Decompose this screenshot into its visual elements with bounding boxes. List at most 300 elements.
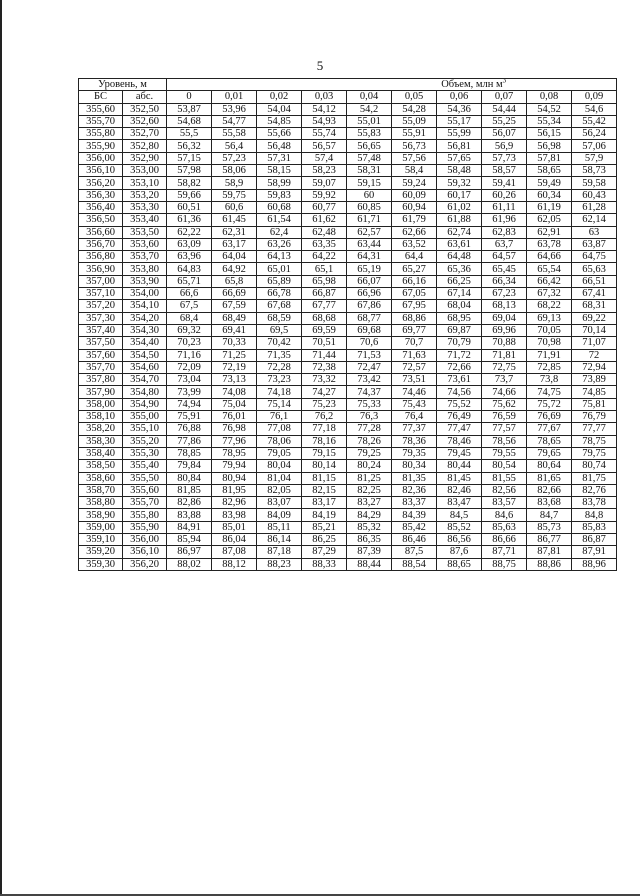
volume-cell: 87,5 xyxy=(392,546,437,558)
volume-cell: 60,85 xyxy=(347,201,392,213)
volume-cell: 79,25 xyxy=(347,447,392,459)
volume-cell: 71,63 xyxy=(392,349,437,361)
level-abs-cell: 355,20 xyxy=(123,435,167,447)
volume-cell: 83,78 xyxy=(572,497,617,509)
volume-cell: 69,13 xyxy=(527,312,572,324)
table-row xyxy=(79,165,617,177)
volume-cell: 54,28 xyxy=(392,103,437,115)
table-row xyxy=(79,484,617,496)
volume-cell: 72 xyxy=(572,349,617,361)
volume-cell: 60,34 xyxy=(527,189,572,201)
volume-cell: 81,35 xyxy=(392,472,437,484)
volume-cell: 68,49 xyxy=(212,312,257,324)
level-abs-cell: 355,00 xyxy=(123,411,167,423)
volume-cell: 82,76 xyxy=(572,484,617,496)
table-row xyxy=(79,238,617,250)
table-header-row-1 xyxy=(79,79,617,91)
volume-cell: 85,21 xyxy=(302,521,347,533)
volume-cell: 54,68 xyxy=(167,115,212,127)
table-row xyxy=(79,361,617,373)
volume-cell: 57,73 xyxy=(482,152,527,164)
volume-cell: 68,68 xyxy=(302,312,347,324)
volume-cell: 61,62 xyxy=(302,214,347,226)
table-row xyxy=(79,115,617,127)
volume-cell: 69,5 xyxy=(257,324,302,336)
volume-cell: 56,24 xyxy=(572,128,617,140)
volume-cell: 77,08 xyxy=(257,423,302,435)
volume-cell: 84,5 xyxy=(437,509,482,521)
volume-cell: 72,38 xyxy=(302,361,347,373)
level-bs-cell: 359,00 xyxy=(79,521,123,533)
level-bs-cell: 355,70 xyxy=(79,115,123,127)
volume-cell: 70,05 xyxy=(527,324,572,336)
volume-cell: 58,31 xyxy=(347,165,392,177)
volume-cell: 67,77 xyxy=(302,300,347,312)
volume-cell: 80,44 xyxy=(437,460,482,472)
volume-cell: 68,77 xyxy=(347,312,392,324)
level-abs-cell: 354,90 xyxy=(123,398,167,410)
volume-cell: 76,4 xyxy=(392,411,437,423)
level-bs-cell: 356,10 xyxy=(79,165,123,177)
level-bs-cell: 358,70 xyxy=(79,484,123,496)
volume-cell: 77,67 xyxy=(527,423,572,435)
level-bs-cell: 357,50 xyxy=(79,337,123,349)
volume-cell: 71,81 xyxy=(482,349,527,361)
volume-cell: 73,42 xyxy=(347,374,392,386)
volume-cell: 58,15 xyxy=(257,165,302,177)
volume-cell: 62,31 xyxy=(212,226,257,238)
volume-cell: 61,96 xyxy=(482,214,527,226)
level-bs-cell: 357,70 xyxy=(79,361,123,373)
volume-cell: 59,83 xyxy=(257,189,302,201)
volume-cell: 76,3 xyxy=(347,411,392,423)
volume-cell: 85,83 xyxy=(572,521,617,533)
volume-cell: 67,86 xyxy=(347,300,392,312)
volume-cell: 67,23 xyxy=(482,288,527,300)
volume-cell: 76,88 xyxy=(167,423,212,435)
volume-cell: 56,73 xyxy=(392,140,437,152)
volume-cell: 67,68 xyxy=(257,300,302,312)
volume-cell: 81,15 xyxy=(302,472,347,484)
volume-cell: 67,95 xyxy=(392,300,437,312)
volume-cell: 62,74 xyxy=(437,226,482,238)
volume-cell: 73,13 xyxy=(212,374,257,386)
volume-cell: 56,9 xyxy=(482,140,527,152)
level-abs-cell: 353,00 xyxy=(123,165,167,177)
volume-cell: 69,87 xyxy=(437,324,482,336)
level-bs-cell: 357,80 xyxy=(79,374,123,386)
volume-cell: 71,35 xyxy=(257,349,302,361)
volume-cell: 78,26 xyxy=(347,435,392,447)
volume-cell: 72,28 xyxy=(257,361,302,373)
volume-cell: 69,77 xyxy=(392,324,437,336)
table-header-row-2 xyxy=(79,91,617,103)
column-header: абс. xyxy=(123,91,167,103)
level-abs-cell: 354,50 xyxy=(123,349,167,361)
volume-cell: 68,86 xyxy=(392,312,437,324)
volume-cell: 71,16 xyxy=(167,349,212,361)
volume-cell: 79,65 xyxy=(527,447,572,459)
level-bs-cell: 356,80 xyxy=(79,251,123,263)
table-row xyxy=(79,411,617,423)
volume-cell: 78,85 xyxy=(167,447,212,459)
table-row xyxy=(79,189,617,201)
level-abs-cell: 353,10 xyxy=(123,177,167,189)
level-bs-cell: 358,20 xyxy=(79,423,123,435)
volume-cell: 85,11 xyxy=(257,521,302,533)
volume-cell: 77,28 xyxy=(347,423,392,435)
volume-cell: 83,07 xyxy=(257,497,302,509)
volume-cell: 66,78 xyxy=(257,288,302,300)
volume-cell: 62,22 xyxy=(167,226,212,238)
volume-cell: 63,17 xyxy=(212,238,257,250)
volume-cell: 64,75 xyxy=(572,251,617,263)
volume-cell: 79,05 xyxy=(257,447,302,459)
volume-cell: 55,42 xyxy=(572,115,617,127)
volume-cell: 78,06 xyxy=(257,435,302,447)
volume-cell: 55,01 xyxy=(347,115,392,127)
volume-cell: 73,61 xyxy=(437,374,482,386)
volume-cell: 61,71 xyxy=(347,214,392,226)
volume-cell: 81,25 xyxy=(347,472,392,484)
volume-cell: 72,47 xyxy=(347,361,392,373)
volume-cell: 54,12 xyxy=(302,103,347,115)
level-bs-cell: 356,40 xyxy=(79,201,123,213)
level-abs-cell: 354,60 xyxy=(123,361,167,373)
table-row xyxy=(79,337,617,349)
table-row xyxy=(79,128,617,140)
table-row xyxy=(79,226,617,238)
volume-cell: 84,29 xyxy=(347,509,392,521)
volume-cell: 88,33 xyxy=(302,558,347,570)
volume-cell: 70,98 xyxy=(527,337,572,349)
volume-cell: 77,37 xyxy=(392,423,437,435)
volume-cell: 54,6 xyxy=(572,103,617,115)
volume-cell: 72,57 xyxy=(392,361,437,373)
volume-cell: 78,95 xyxy=(212,447,257,459)
level-bs-cell: 358,50 xyxy=(79,460,123,472)
volume-cell: 74,66 xyxy=(482,386,527,398)
volume-cell: 65,71 xyxy=(167,275,212,287)
volume-cell: 86,04 xyxy=(212,533,257,545)
volume-cell: 57,23 xyxy=(212,152,257,164)
volume-cell: 78,75 xyxy=(572,435,617,447)
volume-cell: 85,63 xyxy=(482,521,527,533)
volume-cell: 63,09 xyxy=(167,238,212,250)
volume-cell: 77,57 xyxy=(482,423,527,435)
volume-cell: 82,56 xyxy=(482,484,527,496)
volume-cell: 84,8 xyxy=(572,509,617,521)
volume-cell: 56,15 xyxy=(527,128,572,140)
volume-cell: 68,04 xyxy=(437,300,482,312)
volume-cell: 72,09 xyxy=(167,361,212,373)
level-abs-cell: 354,10 xyxy=(123,300,167,312)
volume-cell: 63,52 xyxy=(392,238,437,250)
volume-cell: 63,7 xyxy=(482,238,527,250)
volume-cell: 87,81 xyxy=(527,546,572,558)
volume-cell: 75,23 xyxy=(302,398,347,410)
volume-cell: 86,46 xyxy=(392,533,437,545)
volume-cell: 67,14 xyxy=(437,288,482,300)
volume-cell: 79,94 xyxy=(212,460,257,472)
volume-cell: 84,6 xyxy=(482,509,527,521)
volume-cell: 82,25 xyxy=(347,484,392,496)
level-bs-cell: 358,60 xyxy=(79,472,123,484)
volume-cell: 74,18 xyxy=(257,386,302,398)
volume-cell: 64,57 xyxy=(482,251,527,263)
column-header: 0 xyxy=(167,91,212,103)
volume-cell: 85,73 xyxy=(527,521,572,533)
volume-cell: 69,41 xyxy=(212,324,257,336)
table-row xyxy=(79,521,617,533)
volume-cell: 66,25 xyxy=(437,275,482,287)
volume-cell: 56,07 xyxy=(482,128,527,140)
table-row xyxy=(79,435,617,447)
volume-cell: 67,32 xyxy=(527,288,572,300)
volume-cell: 65,8 xyxy=(212,275,257,287)
volume-cell: 64,48 xyxy=(437,251,482,263)
volume-cell: 75,62 xyxy=(482,398,527,410)
volume-cell: 59,58 xyxy=(572,177,617,189)
column-header: 0,01 xyxy=(212,91,257,103)
volume-cell: 63,96 xyxy=(167,251,212,263)
volume-cell: 57,06 xyxy=(572,140,617,152)
volume-cell: 88,65 xyxy=(437,558,482,570)
volume-cell: 54,2 xyxy=(347,103,392,115)
level-abs-cell: 355,30 xyxy=(123,447,167,459)
volume-cell: 82,86 xyxy=(167,497,212,509)
volume-cell: 74,27 xyxy=(302,386,347,398)
volume-cell: 57,9 xyxy=(572,152,617,164)
level-bs-cell: 357,10 xyxy=(79,288,123,300)
level-abs-cell: 353,60 xyxy=(123,238,167,250)
volume-cell: 57,56 xyxy=(392,152,437,164)
level-bs-cell: 355,90 xyxy=(79,140,123,152)
volume-cell: 57,48 xyxy=(347,152,392,164)
volume-cell: 61,02 xyxy=(437,201,482,213)
volume-cell: 72,94 xyxy=(572,361,617,373)
volume-cell: 59,66 xyxy=(167,189,212,201)
volume-cell: 55,83 xyxy=(347,128,392,140)
volume-cell: 86,87 xyxy=(572,533,617,545)
volume-cell: 83,17 xyxy=(302,497,347,509)
level-abs-cell: 355,80 xyxy=(123,509,167,521)
volume-cell: 69,68 xyxy=(347,324,392,336)
volume-cell: 66,51 xyxy=(572,275,617,287)
volume-cell: 65,63 xyxy=(572,263,617,275)
volume-cell: 73,23 xyxy=(257,374,302,386)
volume-cell: 88,96 xyxy=(572,558,617,570)
volume-cell: 62,57 xyxy=(347,226,392,238)
volume-cell: 58,99 xyxy=(257,177,302,189)
volume-cell: 83,68 xyxy=(527,497,572,509)
volume-cell: 74,85 xyxy=(572,386,617,398)
volume-cell: 63 xyxy=(572,226,617,238)
level-abs-cell: 355,60 xyxy=(123,484,167,496)
volume-cell: 75,14 xyxy=(257,398,302,410)
volume-cell: 57,15 xyxy=(167,152,212,164)
volume-cell: 76,69 xyxy=(527,411,572,423)
table-row xyxy=(79,214,617,226)
volume-cell: 57,81 xyxy=(527,152,572,164)
volume-cell: 66,96 xyxy=(347,288,392,300)
table-row xyxy=(79,398,617,410)
volume-cell: 82,15 xyxy=(302,484,347,496)
volume-cell: 78,36 xyxy=(392,435,437,447)
volume-cell: 76,01 xyxy=(212,411,257,423)
volume-cell: 81,45 xyxy=(437,472,482,484)
level-bs-cell: 356,60 xyxy=(79,226,123,238)
volume-cell: 73,99 xyxy=(167,386,212,398)
volume-cell: 54,77 xyxy=(212,115,257,127)
volume-cell: 73,7 xyxy=(482,374,527,386)
volume-cell: 76,79 xyxy=(572,411,617,423)
volume-cell: 66,6 xyxy=(167,288,212,300)
volume-cell: 72,19 xyxy=(212,361,257,373)
volume-unit-exponent: 3 xyxy=(502,78,507,85)
scan-left-edge xyxy=(0,0,2,896)
level-bs-cell: 358,90 xyxy=(79,509,123,521)
volume-cell: 62,48 xyxy=(302,226,347,238)
volume-cell: 60,26 xyxy=(482,189,527,201)
volume-cell: 55,99 xyxy=(437,128,482,140)
volume-cell: 64,31 xyxy=(347,251,392,263)
volume-cell: 82,96 xyxy=(212,497,257,509)
volume-cell: 74,08 xyxy=(212,386,257,398)
volume-cell: 65,89 xyxy=(257,275,302,287)
level-abs-cell: 354,80 xyxy=(123,386,167,398)
volume-cell: 53,87 xyxy=(167,103,212,115)
volume-cell: 86,56 xyxy=(437,533,482,545)
volume-cell: 69,32 xyxy=(167,324,212,336)
volume-cell: 65,54 xyxy=(527,263,572,275)
level-abs-cell: 356,10 xyxy=(123,546,167,558)
volume-cell: 61,28 xyxy=(572,201,617,213)
level-abs-cell: 353,70 xyxy=(123,251,167,263)
volume-cell: 75,91 xyxy=(167,411,212,423)
volume-cell: 85,01 xyxy=(212,521,257,533)
level-abs-cell: 354,70 xyxy=(123,374,167,386)
volume-cell: 88,75 xyxy=(482,558,527,570)
volume-cell: 63,61 xyxy=(437,238,482,250)
volume-cell: 79,75 xyxy=(572,447,617,459)
volume-cell: 65,19 xyxy=(347,263,392,275)
level-abs-cell: 352,80 xyxy=(123,140,167,152)
column-header: 0,02 xyxy=(257,91,302,103)
volume-cell: 85,32 xyxy=(347,521,392,533)
level-abs-cell: 355,40 xyxy=(123,460,167,472)
volume-cell: 70,79 xyxy=(437,337,482,349)
level-bs-cell: 357,60 xyxy=(79,349,123,361)
table-row xyxy=(79,201,617,213)
volume-cell: 55,74 xyxy=(302,128,347,140)
volume-cell: 74,56 xyxy=(437,386,482,398)
volume-cell: 62,83 xyxy=(482,226,527,238)
volume-cell: 87,91 xyxy=(572,546,617,558)
volume-cell: 63,78 xyxy=(527,238,572,250)
volume-cell: 56,32 xyxy=(167,140,212,152)
volume-header xyxy=(167,79,617,91)
volume-cell: 67,5 xyxy=(167,300,212,312)
volume-cell: 69,22 xyxy=(572,312,617,324)
volume-cell: 55,91 xyxy=(392,128,437,140)
table-row xyxy=(79,460,617,472)
volume-cell: 62,4 xyxy=(257,226,302,238)
volume-cell: 86,77 xyxy=(527,533,572,545)
volume-cell: 60,43 xyxy=(572,189,617,201)
volume-cell: 85,42 xyxy=(392,521,437,533)
volume-cell: 63,87 xyxy=(572,238,617,250)
volume-cell: 57,31 xyxy=(257,152,302,164)
volume-table xyxy=(78,78,617,571)
volume-cell: 58,82 xyxy=(167,177,212,189)
column-header: 0,06 xyxy=(437,91,482,103)
volume-cell: 70,7 xyxy=(392,337,437,349)
volume-cell: 80,64 xyxy=(527,460,572,472)
volume-cell: 55,34 xyxy=(527,115,572,127)
volume-cell: 57,4 xyxy=(302,152,347,164)
volume-cell: 60,94 xyxy=(392,201,437,213)
volume-cell: 77,47 xyxy=(437,423,482,435)
level-bs-cell: 355,80 xyxy=(79,128,123,140)
volume-cell: 87,08 xyxy=(212,546,257,558)
volume-cell: 77,96 xyxy=(212,435,257,447)
volume-cell: 54,04 xyxy=(257,103,302,115)
level-abs-cell: 352,50 xyxy=(123,103,167,115)
volume-cell: 77,18 xyxy=(302,423,347,435)
level-abs-cell: 353,80 xyxy=(123,263,167,275)
volume-cell: 86,14 xyxy=(257,533,302,545)
volume-cell: 60,51 xyxy=(167,201,212,213)
volume-cell: 66,16 xyxy=(392,275,437,287)
volume-cell: 83,27 xyxy=(347,497,392,509)
volume-cell: 59,49 xyxy=(527,177,572,189)
table-row xyxy=(79,386,617,398)
level-abs-cell: 353,20 xyxy=(123,189,167,201)
volume-cell: 79,55 xyxy=(482,447,527,459)
level-bs-cell: 356,00 xyxy=(79,152,123,164)
volume-cell: 88,12 xyxy=(212,558,257,570)
volume-cell: 73,04 xyxy=(167,374,212,386)
volume-cell: 65,98 xyxy=(302,275,347,287)
volume-cell: 64,04 xyxy=(212,251,257,263)
volume-cell: 74,94 xyxy=(167,398,212,410)
volume-cell: 64,92 xyxy=(212,263,257,275)
column-header: 0,09 xyxy=(572,91,617,103)
level-abs-cell: 355,50 xyxy=(123,472,167,484)
volume-cell: 70,42 xyxy=(257,337,302,349)
volume-cell: 75,43 xyxy=(392,398,437,410)
volume-cell: 71,72 xyxy=(437,349,482,361)
volume-cell: 59,15 xyxy=(347,177,392,189)
table-body xyxy=(79,103,617,570)
volume-cell: 67,05 xyxy=(392,288,437,300)
volume-cell: 58,65 xyxy=(527,165,572,177)
table-row xyxy=(79,349,617,361)
table-row xyxy=(79,447,617,459)
level-bs-cell: 359,30 xyxy=(79,558,123,570)
volume-cell: 83,37 xyxy=(392,497,437,509)
volume-cell: 78,65 xyxy=(527,435,572,447)
table-row xyxy=(79,140,617,152)
volume-table-container xyxy=(78,78,617,571)
level-bs-cell: 357,20 xyxy=(79,300,123,312)
volume-cell: 68,13 xyxy=(482,300,527,312)
level-bs-cell: 358,80 xyxy=(79,497,123,509)
table-row xyxy=(79,152,617,164)
column-header: 0,08 xyxy=(527,91,572,103)
volume-cell: 70,88 xyxy=(482,337,527,349)
